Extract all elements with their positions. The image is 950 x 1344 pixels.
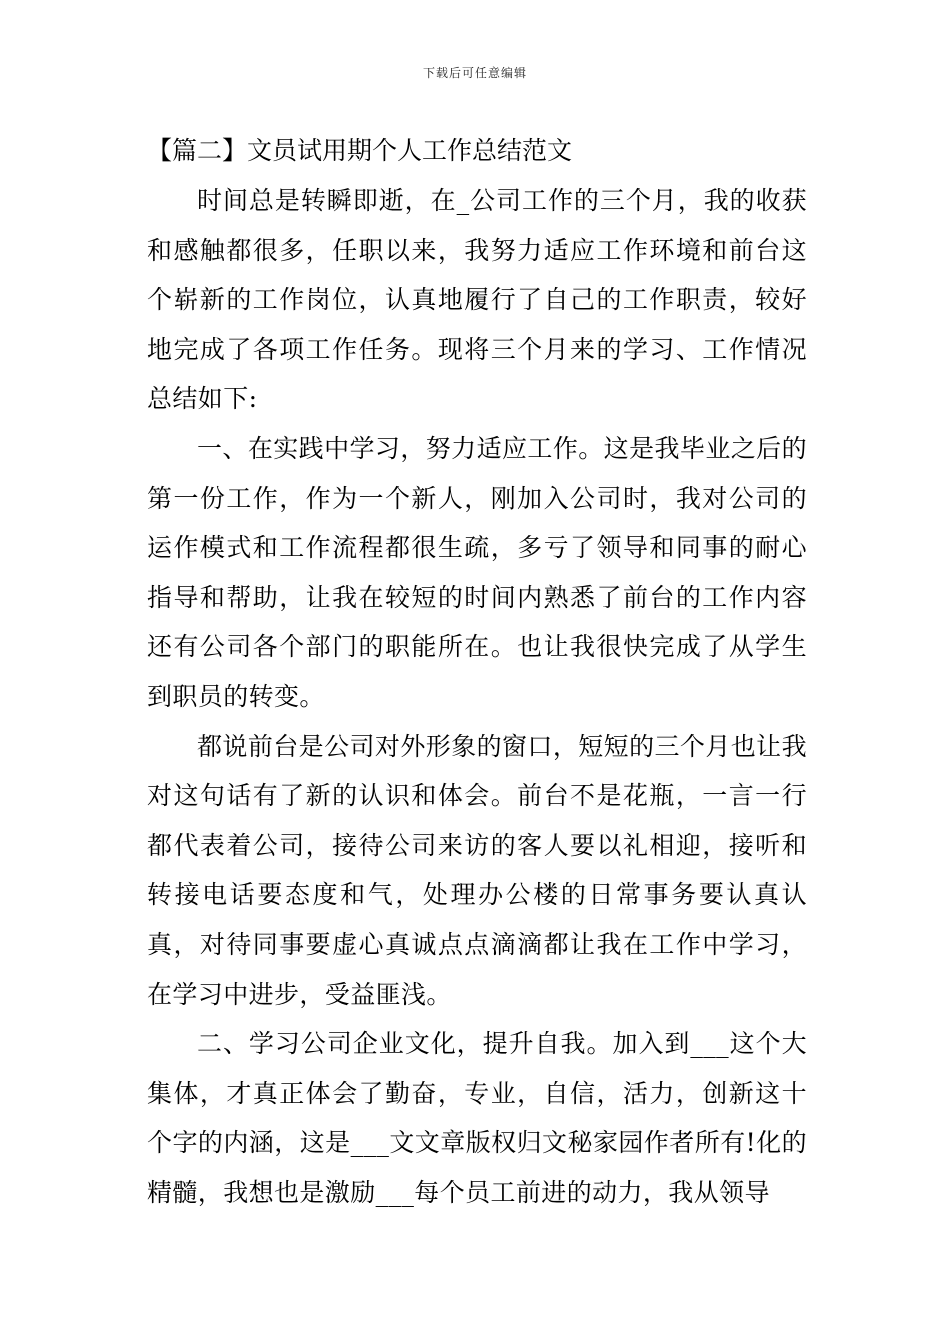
paragraph-3: 都说前台是公司对外形象的窗口，短短的三个月也让我对这句话有了新的认识和体会。前台不是花瓶，一言一行都代表着公司，接待公司来访的客人要以礼相迎，接听和转接电话要态度和气，处理办公楼的日常事务要认真认真，对待同事要虚心真诚点点滴滴都让我在工作中学习，在学习中进步，受益匪浅。 (147, 731, 807, 1009)
document-body (147, 126, 807, 1217)
document-title: 【篇二】文员试用期个人工作总结范文 (147, 136, 573, 165)
paragraph-1: 时间总是转瞬即逝，在_公司工作的三个月，我的收获和感触都很多，任职以来，我努力适应工作环境和前台这个崭新的工作岗位，认真地履行了自己的工作职责，较好地完成了各项工作任务。现将三个月来的学习、工作情况总结如下: (147, 186, 807, 414)
paragraph-4: 二、学习公司企业文化，提升自我。加入到___这个大集体，才真正体会了勤奋，专业，自信，活力，创新这十个字的内涵，这是___文文章版权归文秘家园作者所有!化的精髓，我想也是激励___每个员工前进的动力，我从领导 (147, 1029, 807, 1207)
header-note: 下载后可任意编辑 (422, 66, 527, 80)
paragraph-2: 一、在实践中学习，努力适应工作。这是我毕业之后的第一份工作，作为一个新人，刚加入公司时，我对公司的运作模式和工作流程都很生疏，多亏了领导和同事的耐心指导和帮助，让我在较短的时间内熟悉了前台的工作内容还有公司各个部门的职能所在。也让我很快完成了从学生到职员的转变。 (147, 433, 807, 711)
